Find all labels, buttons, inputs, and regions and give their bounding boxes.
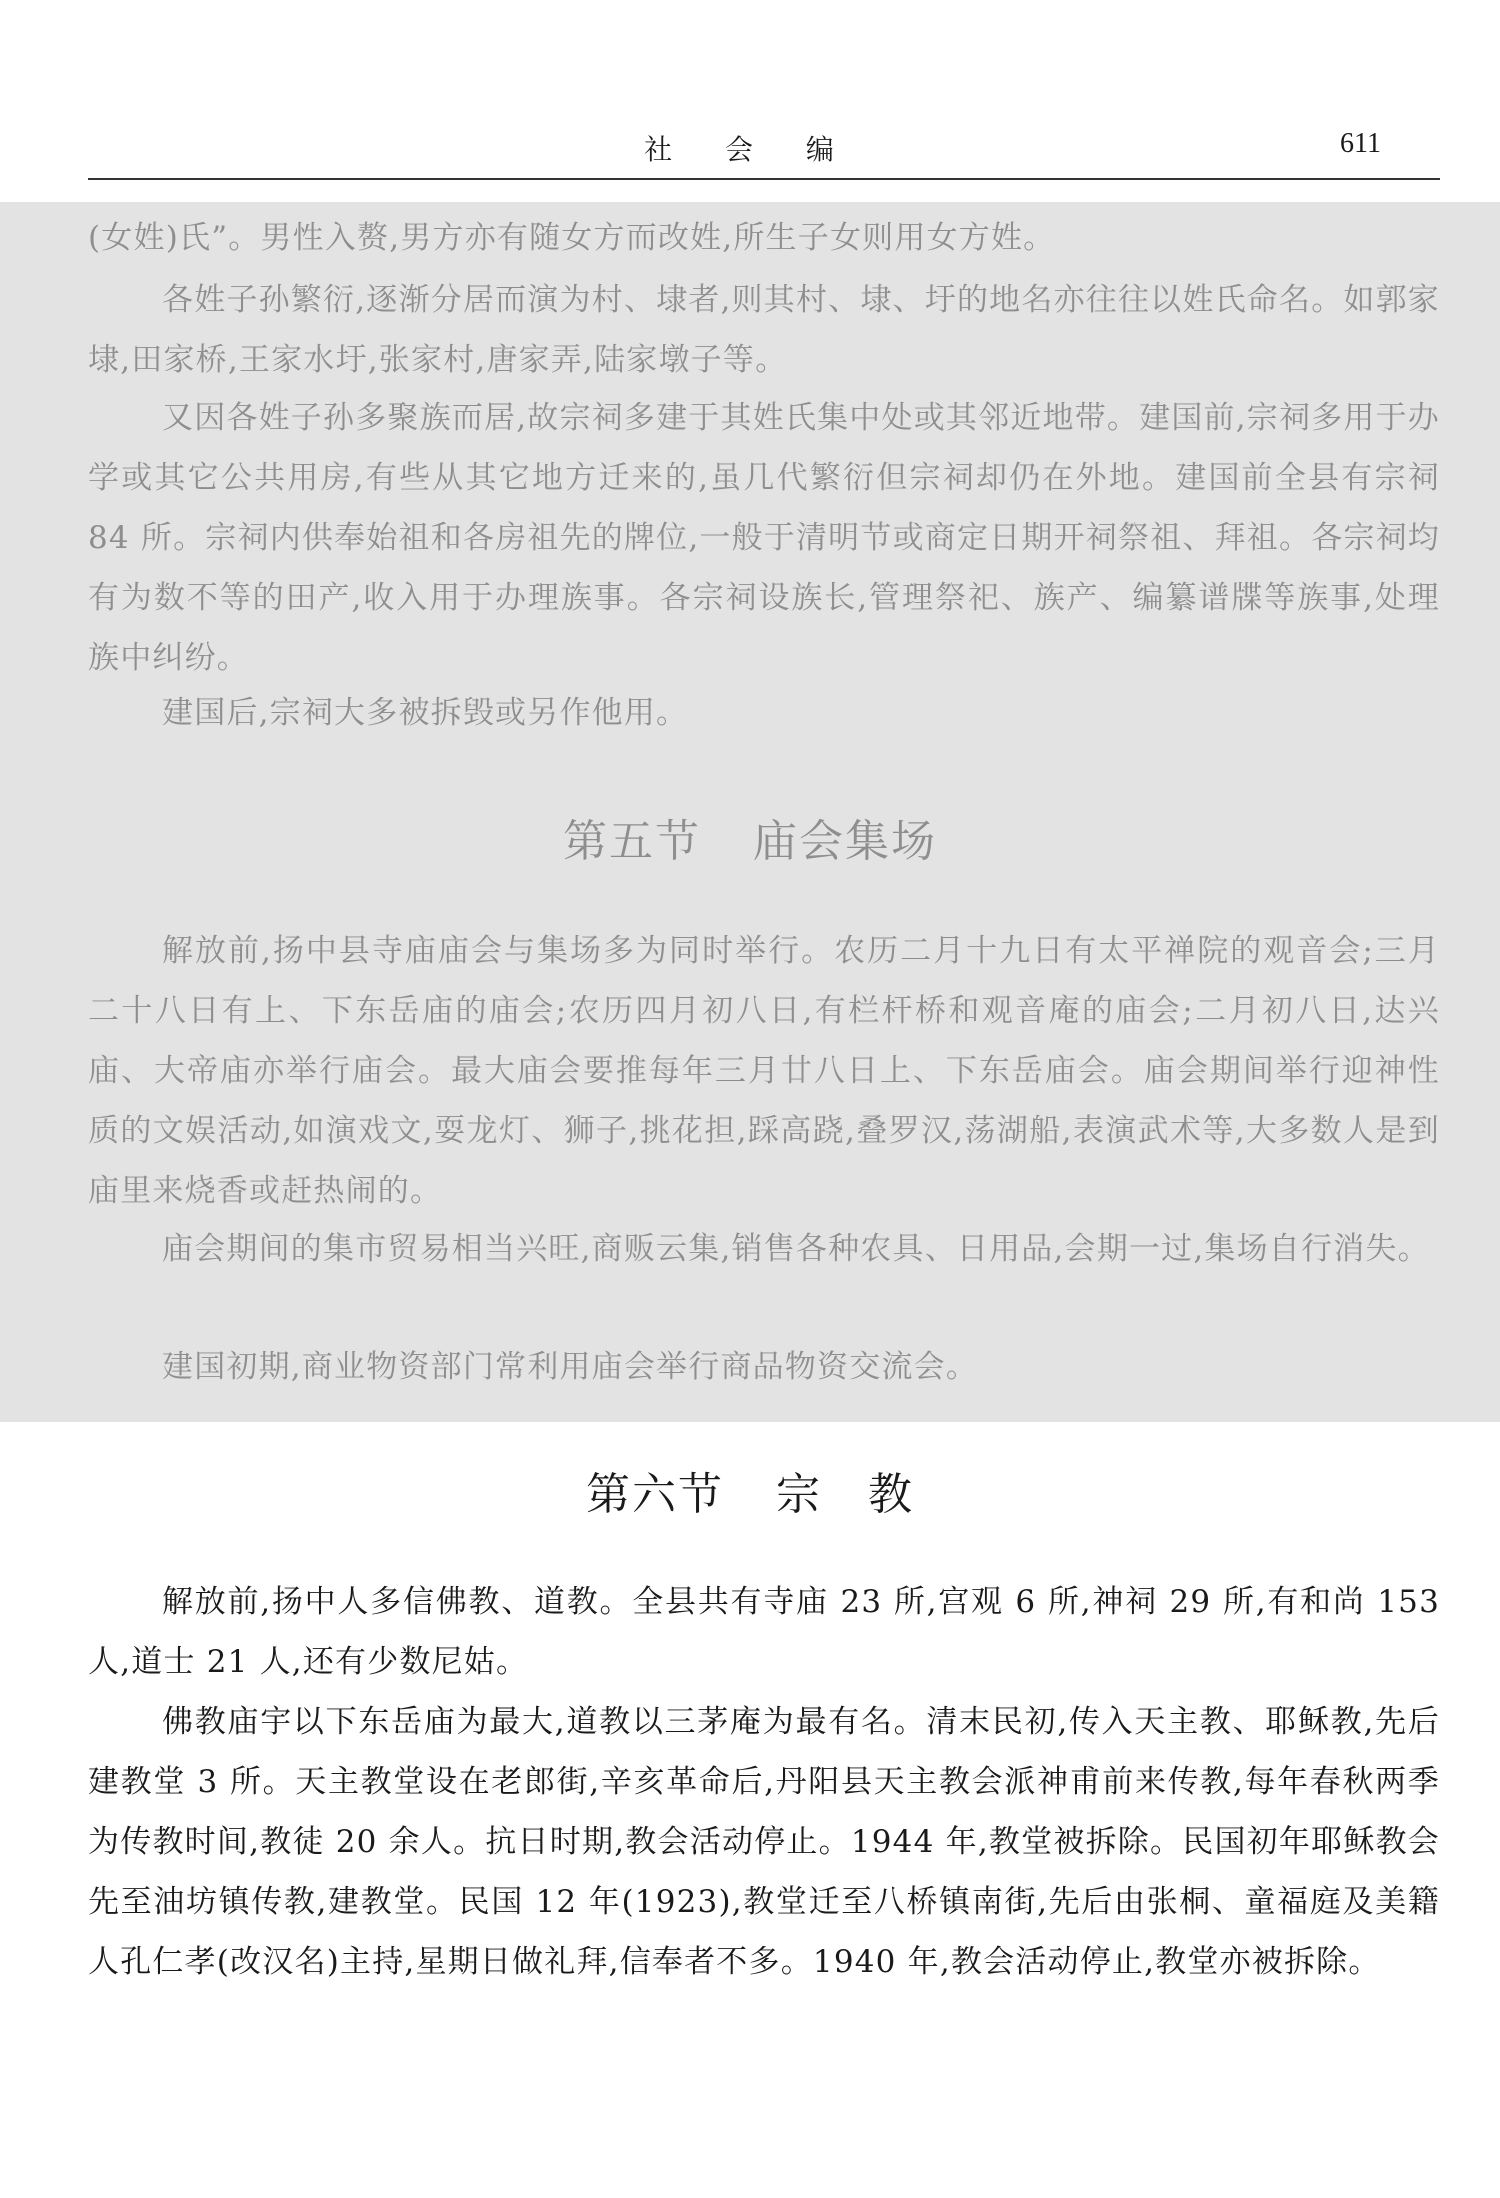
section-number: 第五节 <box>563 816 701 867</box>
paragraph: 建国后,宗祠大多被拆毁或另作他用。 <box>162 695 689 731</box>
paragraph: 又因各姓子孙多聚族而居,故宗祠多建于其姓氏集中处或其邻近地带。建国前,宗祠多用于办学或其它公共用房,有些从其它地方迁来的,虽几代繁衍但宗祠却仍在外地。建国前全县有宗祠 84 所。宗祠内供奉始祖和各房祖先的牌位,一般于清明节或商定日期开祠祭祖、拜祖。各宗祠均有为数不等的田产,收入用于办理族事。各宗祠设族长,管理祭祀、族产、编纂谱牒等族事,处理族中纠纷。 <box>88 400 1440 676</box>
section-title: 宗 教 <box>776 1469 914 1520</box>
paragraph: 佛教庙宇以下东岳庙为最大,道教以三茅庵为最有名。清末民初,传入天主教、耶稣教,先后建教堂 3 所。天主教堂设在老郎街,辛亥革命后,丹阳县天主教会派神甫前来传教,每年春秋两季为传教时间,教徒 20 余人。抗日时期,教会活动停止。1944 年,教堂被拆除。民国初年耶稣教会先至油坊镇传教,建教堂。民国 12 年(1923),教堂迁至八桥镇南街,先后由张桐、童福庭及美籍人孔仁孝(改汉名)主持,星期日做礼拜,信奉者不多。1940 年,教会活动停止,教堂亦被拆除。 <box>88 1704 1440 1980</box>
paragraph: 各姓子孙繁衍,逐渐分居而演为村、埭者,则其村、埭、圩的地名亦往往以姓氏命名。如郭家埭,田家桥,王家水圩,张家村,唐家弄,陆家墩子等。 <box>88 282 1440 378</box>
paragraph: (女姓)氏”。男性入赘,男方亦有随女方而改姓,所生子女则用女方姓。 <box>88 220 1056 256</box>
header-title: 社 会 编 <box>644 133 856 166</box>
paragraph: 庙会期间的集市贸易相当兴旺,商贩云集,销售各种农具、日用品,会期一过,集场自行消失。 <box>162 1231 1430 1267</box>
section-title: 庙会集场 <box>753 816 937 867</box>
section-heading <box>0 1458 1500 1522</box>
paragraph: 建国初期,商业物资部门常利用庙会举行商品物资交流会。 <box>162 1349 979 1385</box>
paragraph: 解放前,扬中县寺庙庙会与集场多为同时举行。农历二月十九日有太平禅院的观音会;三月二十八日有上、下东岳庙的庙会;农历四月初八日,有栏杆桥和观音庵的庙会;二月初八日,达兴庙、大帝庙亦举行庙会。最大庙会要推每年三月廿八日上、下东岳庙会。庙会期间举行迎神性质的文娱活动,如演戏文,耍龙灯、狮子,挑花担,踩高跷,叠罗汉,荡湖船,表演武术等,大多数人是到庙里来烧香或赶热闹的。 <box>88 933 1440 1209</box>
paragraph: 解放前,扬中人多信佛教、道教。全县共有寺庙 23 所,宫观 6 所,神祠 29 所,有和尚 153 人,道士 21 人,还有少数尼姑。 <box>88 1584 1440 1680</box>
section-number: 第六节 <box>586 1469 724 1520</box>
page-number: 611 <box>1340 128 1381 159</box>
header-rule <box>88 178 1440 180</box>
section-heading <box>0 805 1500 869</box>
